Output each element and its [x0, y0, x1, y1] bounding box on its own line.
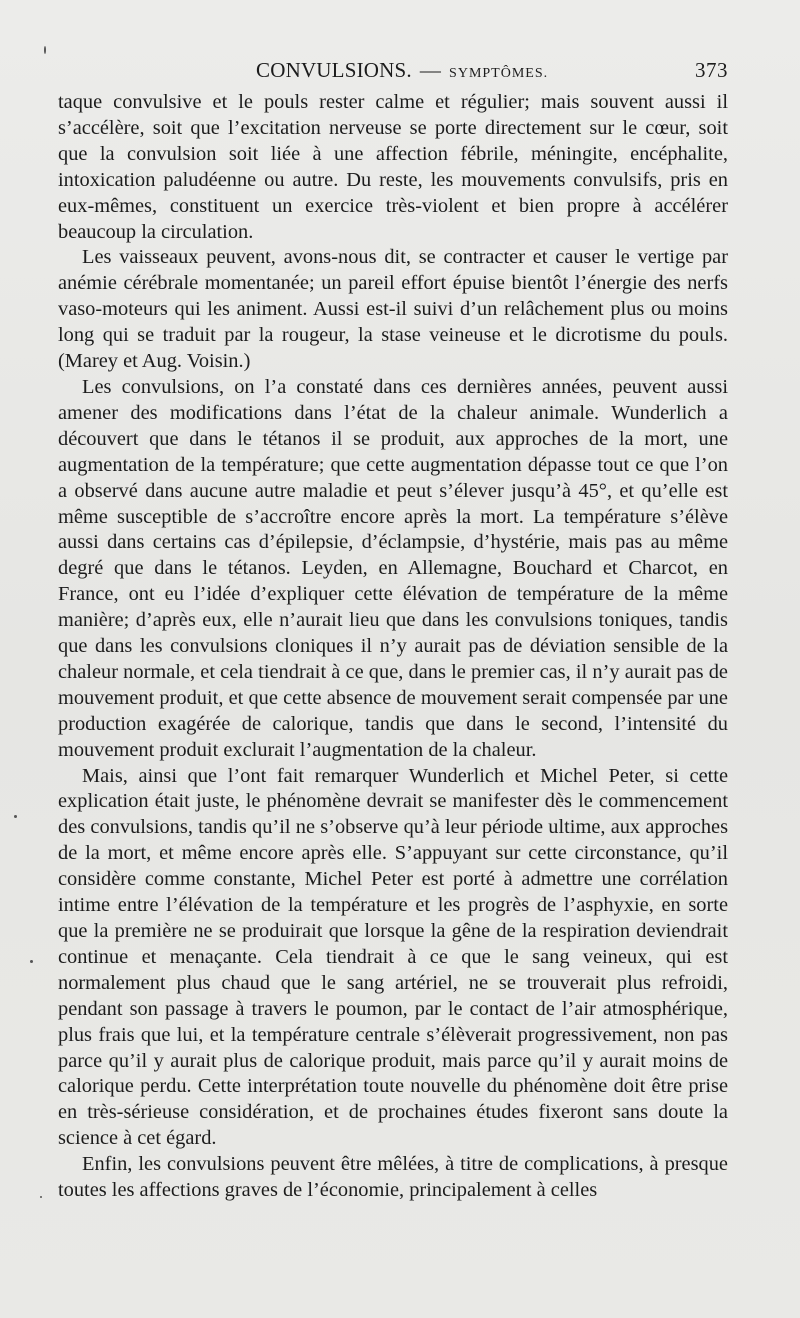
body-text	[58, 90, 728, 1204]
ink-speck	[44, 46, 46, 54]
running-title-text: CONVULSIONS.	[256, 58, 412, 82]
paragraph: Mais, ainsi que l’ont fait remarquer Wunderlich et Michel Peter, si cette explication était juste, le phénomène devrait se manifester dès le commencement des convulsions, tandis qu’il ne s’observe qu’à leur période ultime, aux approches de la mort, et même encore après elle. S’appuyant sur cette circonstance, qu’il considère comme constante, Michel Peter est porté à admettre une corrélation intime entre l’élévation de la température et les progrès de l’asphyxie, en sorte que la première ne se produirait que lorsque la gêne de la respiration deviendrait continue et menaçante. Cela tiendrait à ce que le sang veineux, qui est normalement plus chaud que le sang artériel, ne se trouverait plus refroidi, pendant son passage à travers le poumon, par le contact de l’air atmosphérique, plus frais que lui, et la température centrale s’élèverait progressivement, non pas parce qu’il y aurait plus de calorique produit, mais parce qu’il y aurait moins de calorique perdu. Cette interprétation toute nouvelle du phénomène doit être prise en très-sérieuse considération, et de prochaines études fixeront sans doute la science à cet égard.	[58, 764, 728, 1150]
ink-speck	[14, 815, 17, 818]
section-title: SYMPTÔMES.	[449, 66, 549, 81]
paragraph: taque convulsive et le pouls rester calme et régulier; mais souvent aussi il s’accélère, soit que l’excitation nerveuse se porte directement sur le cœur, soit que la convulsion soit liée à une affection fébrile, méningite, encéphalite, intoxication paludéenne ou autre. Du reste, les mouvements convulsifs, pris en eux-mêmes, constituent un exercice très-violent et bien propre à accélérer beaucoup la circulation.	[58, 91, 728, 243]
paragraph: Les convulsions, on l’a constaté dans ces dernières années, peuvent aussi amener des modifications dans l’état de la chaleur animale. Wunderlich a découvert que dans le tétanos il se produit, aux approches de la mort, une augmentation de la température; que cette augmentation dépasse tout ce que l’on a observé dans aucune autre maladie et peut s’élever jusqu’à 45°, et qu’elle est même susceptible de s’accroître encore après la mort. La température s’élève aussi dans certains cas d’épilepsie, d’éclampsie, d’hystérie, mais pas au même degré que dans le tétanos. Leyden, en Allemagne, Bouchard et Charcot, en France, ont eu l’idée d’expliquer cette élévation de température de la même manière; d’après eux, elle n’aurait lieu que dans les convulsions toniques, tandis que dans les convulsions cloniques il n’y aurait pas de déviation sensible de la chaleur normale, et cela tiendrait à ce que, dans le premier cas, il n’y aurait pas de mouvement produit, et que cette absence de mouvement serait compensée par une production exagérée de calorique, tandis que dans le second, l’intensité du mouvement produit exclurait l’augmentation de la chaleur.	[58, 375, 728, 761]
page-header	[58, 58, 728, 88]
paragraph: Enfin, les convulsions peuvent être mêlées, à titre de complications, à presque toutes les affections graves de l’économie, principalement à celles	[58, 1153, 728, 1202]
title-separator: —	[419, 58, 442, 82]
paragraph: Les vaisseaux peuvent, avons-nous dit, se contracter et causer le vertige par anémie cérébrale momentanée; un pareil effort épuise bientôt l’énergie des nerfs vaso-moteurs qui les animent. Aussi est-il suivi d’un relâchement plus ou moins long qui se traduit par la rougeur, la stase veineuse et le dicrotisme du pouls. (Marey et Aug. Voisin.)	[58, 246, 728, 373]
running-title	[256, 58, 548, 83]
page-number: 373	[695, 58, 728, 82]
ink-speck	[40, 1196, 42, 1198]
ink-speck	[30, 960, 33, 963]
